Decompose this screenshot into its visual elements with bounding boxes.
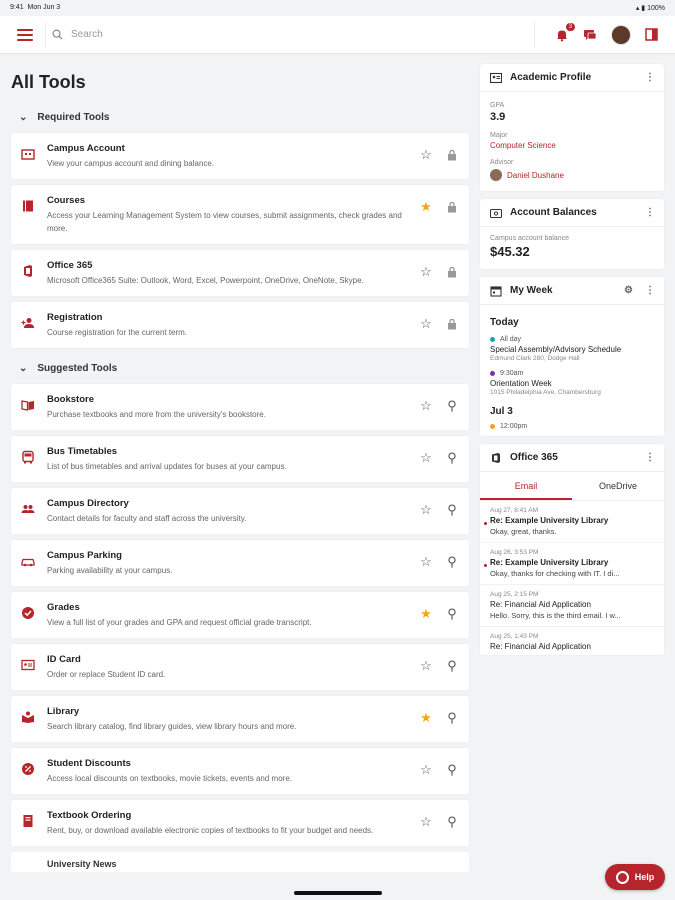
advisor-avatar — [490, 169, 502, 181]
star-icon[interactable]: ☆ — [420, 264, 432, 279]
tool-textbook-ordering[interactable] — [11, 800, 469, 846]
email-item[interactable]: Aug 25, 1:43 PM Re: Financial Aid Application — [490, 633, 591, 651]
tool-name: Campus Parking — [47, 550, 122, 561]
gpa-label: GPA — [490, 102, 505, 109]
car-icon — [21, 554, 35, 568]
messages-button[interactable] — [583, 28, 597, 42]
more-options-icon[interactable]: ⋮ — [645, 72, 654, 83]
star-icon[interactable]: ☆ — [420, 814, 432, 829]
event-color-dot — [490, 371, 495, 376]
advisor-label: Advisor — [490, 159, 514, 166]
add-person-icon — [21, 316, 35, 330]
advisor-link[interactable]: Daniel Dushane — [507, 170, 564, 180]
tool-name: Office 365 — [47, 260, 93, 271]
people-icon — [21, 502, 35, 516]
star-icon[interactable]: ☆ — [420, 450, 432, 465]
status-battery: ▴ ▮ 100% — [635, 5, 665, 12]
search-icon — [52, 29, 63, 40]
gpa-value: 3.9 — [490, 111, 506, 123]
balance-value: $45.32 — [490, 244, 530, 259]
required-tools-header[interactable]: ⌄ Required Tools — [19, 111, 110, 123]
open-book-icon — [21, 398, 35, 412]
book-icon — [21, 199, 35, 213]
more-options-icon[interactable]: ⋮ — [645, 452, 654, 463]
star-icon[interactable]: ☆ — [420, 762, 432, 777]
tool-name: Registration — [47, 312, 103, 323]
status-bar — [0, 0, 675, 16]
card-header: Account Balances ⋮ — [480, 199, 664, 227]
tool-description: Access local discounts on textbooks, movie tickets, events and more. — [47, 774, 293, 783]
tool-name: Library — [47, 706, 80, 717]
textbook-icon — [21, 814, 35, 828]
tool-campus-directory[interactable] — [11, 488, 469, 534]
panel-toggle-button[interactable] — [645, 28, 659, 42]
star-icon[interactable]: ☆ — [420, 502, 432, 517]
top-bar — [0, 16, 675, 54]
notifications-button[interactable] — [555, 23, 572, 42]
tool-description: Contact details for faculty and staff across the university. — [47, 514, 247, 523]
email-item[interactable]: Aug 26, 3:53 PM Re: Example University Library Okay, thanks for checking with IT. I di... — [480, 543, 664, 585]
pin-icon[interactable]: ⚲ — [447, 398, 457, 413]
star-icon[interactable]: ☆ — [420, 316, 432, 331]
more-options-icon[interactable]: ⋮ — [645, 207, 654, 218]
tool-description: Rent, buy, or download available electronic copies of textbooks to fit your budget and needs. — [47, 826, 374, 835]
card-header: My Week ⚙ ⋮ — [480, 277, 664, 305]
academic-profile-card — [480, 64, 664, 191]
tab-email[interactable]: Email — [480, 472, 572, 500]
gear-icon[interactable]: ⚙ — [624, 285, 633, 296]
chevron-down-icon: ⌄ — [19, 111, 28, 123]
pin-icon[interactable]: ⚲ — [447, 658, 457, 673]
office-icon — [21, 264, 35, 278]
tool-registration[interactable] — [11, 302, 469, 348]
event-color-dot — [490, 337, 495, 342]
star-filled-icon[interactable]: ★ — [420, 199, 432, 214]
event-color-dot — [490, 424, 495, 429]
star-icon[interactable]: ☆ — [420, 398, 432, 413]
major-label: Major — [490, 132, 508, 139]
lock-icon — [445, 265, 459, 279]
office-tabs — [480, 472, 664, 501]
building-icon — [21, 147, 35, 161]
discount-icon — [21, 762, 35, 776]
help-button[interactable]: Help — [605, 864, 665, 890]
search-input[interactable] — [71, 29, 471, 40]
home-indicator — [294, 891, 382, 895]
tool-bookstore[interactable] — [11, 384, 469, 430]
tool-description: Course registration for the current term. — [47, 328, 188, 337]
star-filled-icon[interactable]: ★ — [420, 606, 432, 621]
lock-icon — [445, 200, 459, 214]
card-header: Academic Profile ⋮ — [480, 64, 664, 92]
more-options-icon[interactable]: ⋮ — [645, 285, 654, 296]
tool-student-discounts[interactable] — [11, 748, 469, 794]
wallet-icon — [490, 207, 502, 219]
pin-icon[interactable]: ⚲ — [447, 762, 457, 777]
star-icon[interactable]: ☆ — [420, 554, 432, 569]
notification-badge: 3 — [565, 22, 576, 32]
tool-description: Parking availability at your campus. — [47, 566, 173, 575]
unread-indicator — [484, 522, 487, 525]
star-filled-icon[interactable]: ★ — [420, 710, 432, 725]
pin-icon[interactable]: ⚲ — [447, 554, 457, 569]
calendar-event[interactable]: 9:30am Orientation Week 1015 Philadelphia Ave, Chambersburg — [490, 370, 601, 396]
id-card-icon — [21, 658, 35, 672]
tool-name: Bus Timetables — [47, 446, 118, 457]
tool-bus-timetables[interactable] — [11, 436, 469, 482]
profile-card-icon — [490, 72, 502, 84]
tab-onedrive[interactable]: OneDrive — [598, 481, 637, 491]
page-title: All Tools — [11, 72, 86, 92]
tool-name: Student Discounts — [47, 758, 131, 769]
office365-card — [480, 444, 664, 655]
tool-campus-account[interactable] — [11, 133, 469, 179]
user-avatar[interactable] — [611, 25, 631, 45]
tool-name: Campus Account — [47, 143, 125, 154]
tool-campus-parking[interactable] — [11, 540, 469, 586]
pin-icon[interactable]: ⚲ — [447, 450, 457, 465]
pin-icon[interactable]: ⚲ — [447, 606, 457, 621]
star-icon[interactable]: ☆ — [420, 658, 432, 673]
lock-icon — [445, 317, 459, 331]
account-balances-card — [480, 199, 664, 269]
calendar-icon — [490, 285, 502, 297]
menu-icon[interactable] — [17, 26, 33, 44]
lock-icon — [445, 148, 459, 162]
today-label: Today — [490, 317, 519, 328]
tool-description: Order or replace Student ID card. — [47, 670, 166, 679]
tool-description: Search library catalog, find library guides, view library hours and more. — [47, 722, 297, 731]
lifebuoy-icon — [616, 871, 629, 884]
tool-library[interactable] — [11, 696, 469, 742]
sidebar-panel-icon — [645, 28, 658, 41]
tool-grades[interactable] — [11, 592, 469, 638]
balance-label: Campus account balance — [490, 235, 569, 242]
pin-icon[interactable]: ⚲ — [447, 502, 457, 517]
tool-description: Microsoft Office365 Suite: Outlook, Word, Excel, Powerpoint, OneDrive, OneNote, Skype. — [47, 276, 364, 285]
email-item[interactable]: Aug 25, 2:15 PM Re: Financial Aid Application Hello. Sorry, this is the third email. I w... — [480, 585, 664, 627]
tool-description: List of bus timetables and arrival updates for buses at your campus. — [47, 462, 287, 471]
check-circle-icon — [21, 606, 35, 620]
tool-description: View your campus account and dining balance. — [47, 159, 215, 168]
tool-name: Bookstore — [47, 394, 94, 405]
card-header: Office 365 ⋮ — [480, 444, 664, 472]
chevron-down-icon: ⌄ — [19, 362, 28, 374]
unread-indicator — [484, 564, 487, 567]
search-box[interactable] — [45, 22, 535, 48]
tool-courses[interactable] — [11, 185, 469, 244]
tool-name: Grades — [47, 602, 80, 613]
star-icon[interactable]: ☆ — [420, 147, 432, 162]
tool-name: ID Card — [47, 654, 81, 665]
suggested-tools-header[interactable]: ⌄ Suggested Tools — [19, 362, 118, 374]
calendar-event[interactable]: 12:00pm — [490, 423, 654, 430]
tool-id-card[interactable] — [11, 644, 469, 690]
office-icon — [490, 452, 502, 464]
calendar-event[interactable]: All day Special Assembly/Advisory Schedule Edmund Clark 280, Dodge Hall — [490, 336, 622, 362]
chat-icon — [583, 28, 597, 42]
tool-name: Textbook Ordering — [47, 810, 132, 821]
major-link[interactable]: Computer Science — [490, 141, 556, 150]
tool-university-news[interactable]: University News — [11, 852, 469, 872]
pin-icon[interactable]: ⚲ — [447, 814, 457, 829]
tool-office-365[interactable] — [11, 250, 469, 296]
email-item[interactable]: Aug 27, 8:41 AM Re: Example University Library Okay, great, thanks. — [480, 501, 664, 543]
tool-name: Courses — [47, 195, 86, 206]
tool-description: Access your Learning Management System to view courses, submit assignments, check grades and more. — [47, 211, 402, 233]
tool-description: View a full list of your grades and GPA and request official grade transcript. — [47, 618, 312, 627]
right-sidebar — [480, 64, 664, 663]
tool-description: Purchase textbooks and more from the university's bookstore. — [47, 410, 266, 419]
tools-list — [11, 54, 469, 872]
bus-icon — [21, 450, 35, 464]
day-label: Jul 3 — [490, 406, 513, 417]
library-icon — [21, 710, 35, 724]
status-time: 9:41 Mon Jun 3 — [10, 4, 61, 11]
pin-icon[interactable]: ⚲ — [447, 710, 457, 725]
my-week-card — [480, 277, 664, 436]
tool-name: Campus Directory — [47, 498, 129, 509]
